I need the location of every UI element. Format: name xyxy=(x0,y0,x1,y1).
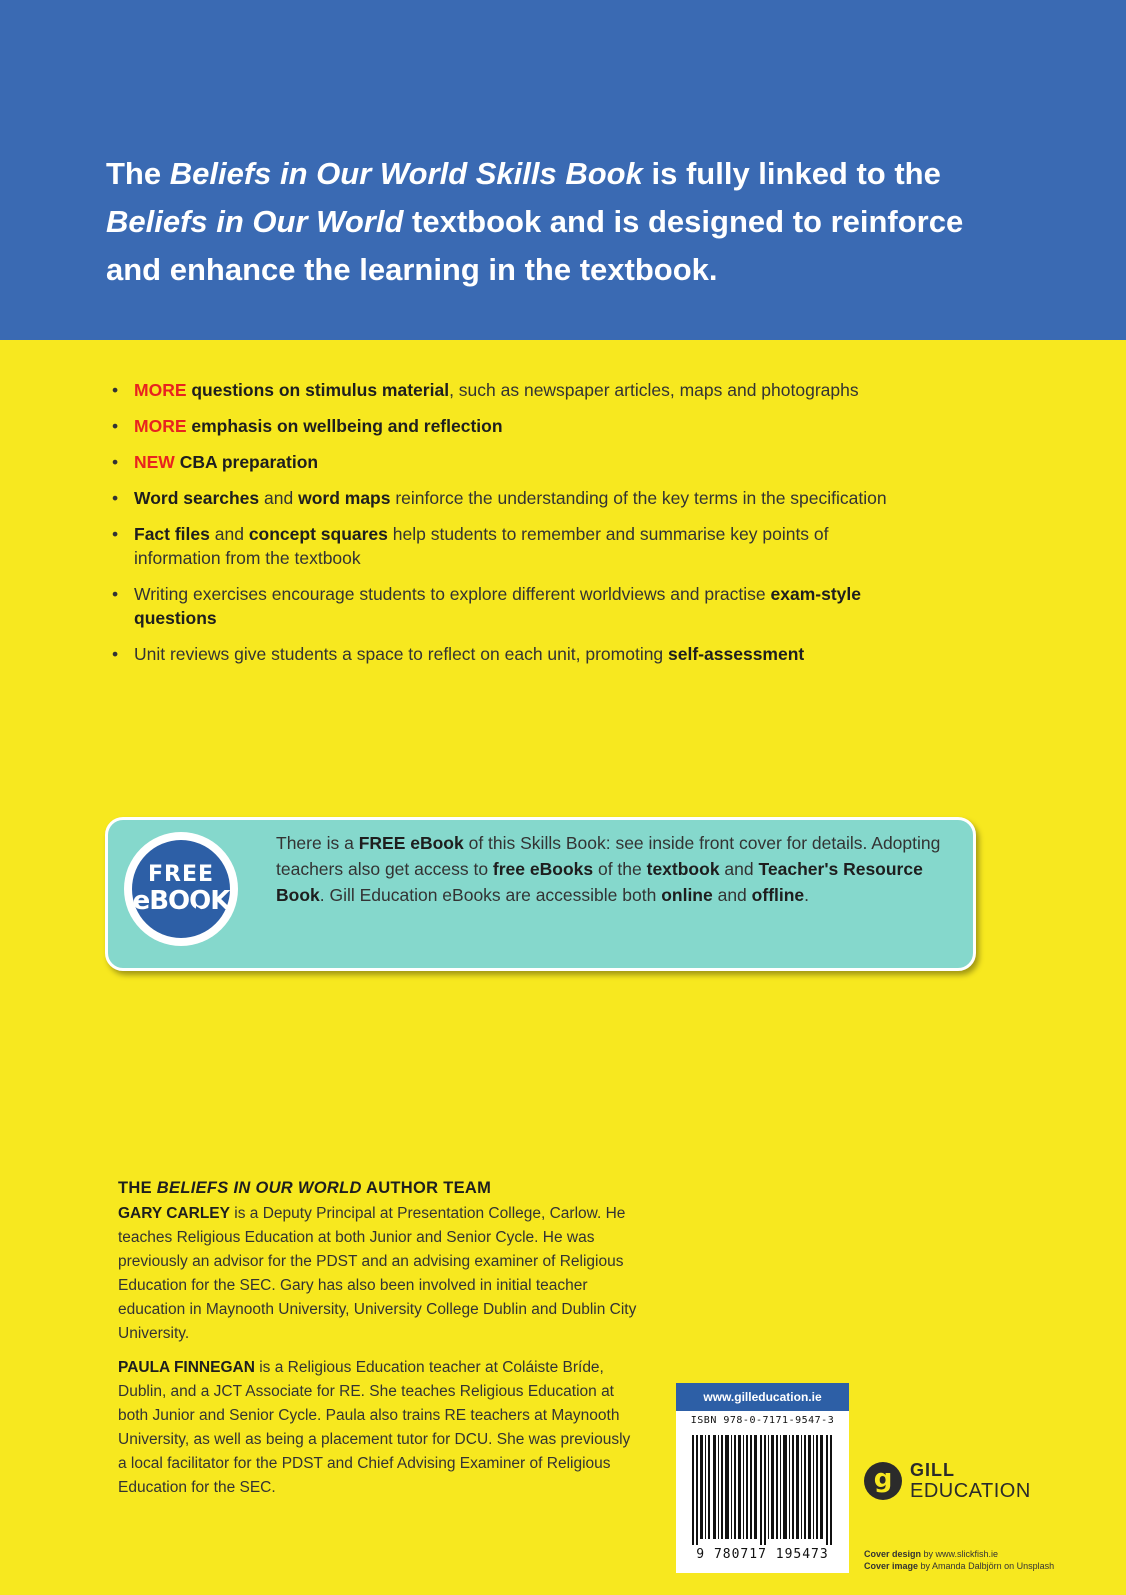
feature-item: • Unit reviews give students a space to reflect on each unit, promoting self-assessment xyxy=(110,642,890,666)
cover-image-credit: Cover image by Amanda Dalbjörn on Unsplash xyxy=(864,1561,1055,1571)
barcode-icon xyxy=(692,1435,833,1545)
author-bio-paula: PAULA FINNEGAN is a Religious Education teacher at Coláiste Bríde, Dublin, and a JCT Associate for RE. She teaches Religious Education at both Junior and Senior Cycle. Paula also trains RE teachers at Maynooth University, as well as being a placement tutor for DCU. She was previously a local facilitator for the PDST and Chief Advising Examiner of Religious Education for the SEC. xyxy=(118,1359,631,1496)
textbook-title: Beliefs in Our World xyxy=(106,204,404,239)
feature-item: • Fact files and concept squares help students to remember and summarise key points of information from the textbook xyxy=(110,522,890,570)
gill-education-logo xyxy=(864,1458,1064,1518)
feature-item: • MORE emphasis on wellbeing and reflection xyxy=(110,414,890,438)
feature-list xyxy=(110,378,890,678)
author-team-section xyxy=(118,1176,643,1510)
barcode-number: 9 780717 195473 xyxy=(696,1547,829,1562)
free-ebook-badge xyxy=(126,834,236,944)
publisher-url[interactable]: www.gilleducation.ie xyxy=(676,1383,849,1411)
feature-item: • NEW CBA preparation xyxy=(110,450,890,474)
barcode-panel xyxy=(676,1383,849,1573)
feature-item: • MORE questions on stimulus material, such as newspaper articles, maps and photographs xyxy=(110,378,890,402)
skills-book-title: Beliefs in Our World Skills Book xyxy=(169,156,643,191)
publisher-name: GILL xyxy=(910,1460,955,1480)
badge-ebook-label: eBOOK xyxy=(132,886,230,916)
publisher-sub: EDUCATION xyxy=(910,1480,1031,1502)
badge-free-label: FREE xyxy=(147,862,215,887)
author-bio-gary: GARY CARLEY is a Deputy Principal at Presentation College, Carlow. He teaches Religious Education at both Junior and Senior Cycle. He was previously an advisor for the PDST and an advising examiner of Religious Education for the SEC. Gary has also been involved in initial teacher education in Maynooth University, University College Dublin and Dublin City University. xyxy=(118,1205,637,1342)
free-ebook-panel xyxy=(105,817,976,971)
ebook-description: There is a FREE eBook of this Skills Book: see inside front cover for details. Adopting teachers also get access to free eBooks of the textbook and Teacher's Resource Book. Gill Education eBooks are accessible both online and offline. xyxy=(276,833,941,905)
arrow-icon xyxy=(196,906,212,926)
feature-item: • Word searches and word maps reinforce the understanding of the key terms in the specification xyxy=(110,486,890,510)
feature-item: • Writing exercises encourage students to explore different worldviews and practise exam-style questions xyxy=(110,582,890,630)
gill-g-icon: g xyxy=(864,1462,902,1500)
cover-design-credit: Cover design by www.slickfish.ie xyxy=(864,1549,999,1559)
isbn-text: ISBN 978-0-7171-9547-3 xyxy=(690,1415,835,1426)
author-team-heading: THE BELIEFS IN OUR WORLD AUTHOR TEAM xyxy=(118,1179,492,1197)
intro-statement: The Beliefs in Our World Skills Book is fully linked to the Beliefs in Our World textbook and is designed to reinforce and enhance the learning in the textbook. xyxy=(106,156,964,287)
cover-credits xyxy=(864,1548,1114,1572)
